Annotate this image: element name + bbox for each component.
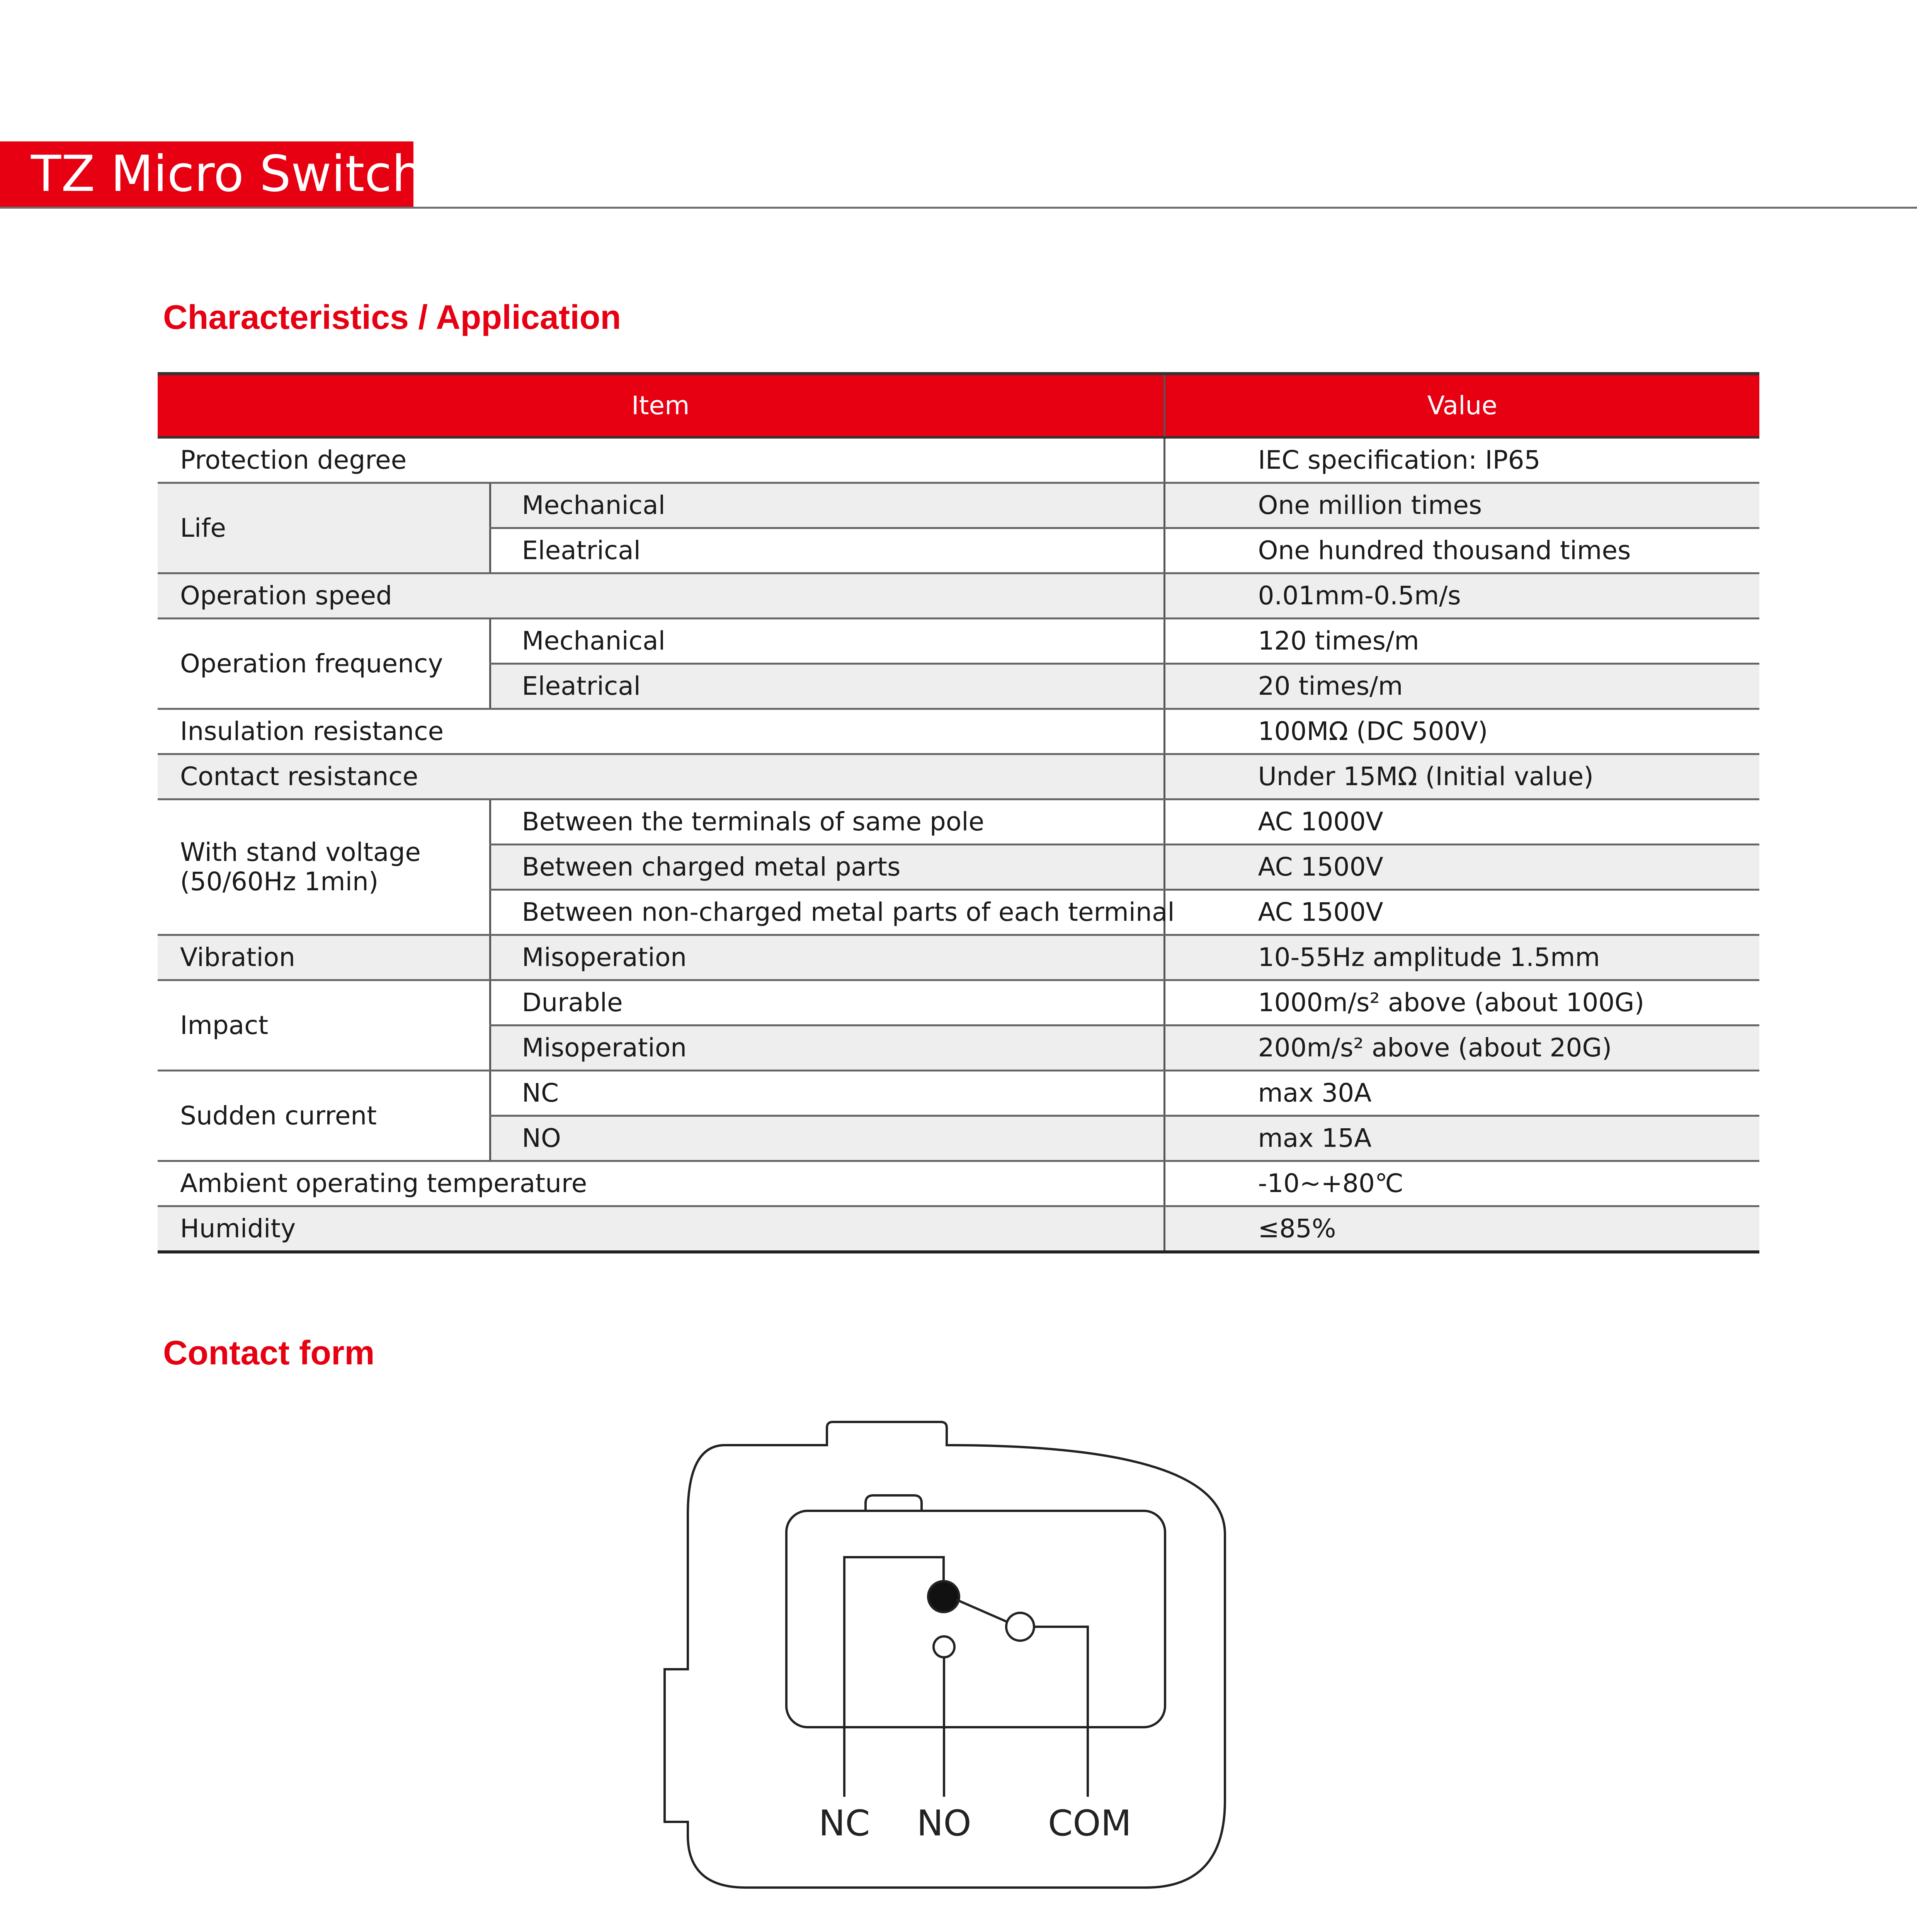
- row-value: 0.01mm-0.5m/s: [1164, 573, 1759, 619]
- row-value: ≤85%: [1164, 1206, 1759, 1252]
- row-label: Sudden current: [158, 1071, 490, 1161]
- com-wire: [1034, 1627, 1088, 1797]
- row-sub-label: NO: [490, 1116, 1164, 1161]
- row-label: Insulation resistance: [158, 709, 1164, 754]
- table-header-row: [158, 374, 1759, 437]
- row-label-line: (50/60Hz 1min): [180, 867, 379, 896]
- row-value: 1000m/s² above (about 100G): [1164, 980, 1759, 1026]
- table-row: [158, 799, 1759, 845]
- header-value: Value: [1164, 374, 1759, 437]
- page-title: TZ Micro Switch: [31, 145, 423, 203]
- section-title-contact-form: Contact form: [163, 1333, 375, 1372]
- row-value: max 30A: [1164, 1071, 1759, 1116]
- row-label: Life: [158, 483, 490, 573]
- row-sub-label: Mechanical: [490, 619, 1164, 664]
- row-sub-label: Mechanical: [490, 483, 1164, 528]
- row-label: Humidity: [158, 1206, 1164, 1252]
- row-sub-label: Misoperation: [490, 1026, 1164, 1071]
- no-contact-dot: [934, 1636, 954, 1657]
- table-row: [158, 1161, 1759, 1206]
- nc-label: NC: [818, 1803, 870, 1844]
- row-value: 100MΩ (DC 500V): [1164, 709, 1759, 754]
- row-label: Protection degree: [158, 437, 1164, 483]
- com-contact-pivot: [1006, 1613, 1034, 1641]
- row-sub-label: Durable: [490, 980, 1164, 1026]
- table-row: [158, 573, 1759, 619]
- row-label: Impact: [158, 980, 490, 1071]
- header-rule: [0, 207, 1917, 209]
- row-label: Vibration: [158, 935, 490, 980]
- spec-table: [158, 372, 1759, 1253]
- row-label-multiline: [158, 799, 490, 935]
- row-label: Contact resistance: [158, 754, 1164, 799]
- nc-contact-dot: [928, 1581, 959, 1612]
- row-value: One million times: [1164, 483, 1759, 528]
- row-sub-label: Between the terminals of same pole: [490, 799, 1164, 845]
- row-value: AC 1500V: [1164, 890, 1759, 935]
- plunger-outline: [866, 1495, 922, 1511]
- row-value: One hundred thousand times: [1164, 528, 1759, 573]
- no-label: NO: [917, 1803, 971, 1844]
- row-label-line: With stand voltage: [180, 837, 421, 867]
- row-value: Under 15MΩ (Initial value): [1164, 754, 1759, 799]
- row-sub-label: Eleatrical: [490, 528, 1164, 573]
- row-label: Ambient operating temperature: [158, 1161, 1164, 1206]
- section-title-characteristics: Characteristics / Application: [163, 298, 621, 336]
- row-sub-label: Between charged metal parts: [490, 845, 1164, 890]
- table-row: [158, 935, 1759, 980]
- table-row: [158, 709, 1759, 754]
- row-value: AC 1500V: [1164, 845, 1759, 890]
- row-label: Operation speed: [158, 573, 1164, 619]
- com-label: COM: [1048, 1803, 1132, 1844]
- table-row: [158, 1206, 1759, 1252]
- table-row: [158, 437, 1759, 483]
- row-value: IEC specification: IP65: [1164, 437, 1759, 483]
- row-sub-label: NC: [490, 1071, 1164, 1116]
- header-item: Item: [158, 374, 1164, 437]
- contact-form-diagram: [657, 1399, 1237, 1901]
- row-value: max 15A: [1164, 1116, 1759, 1161]
- row-sub-label: Between non-charged metal parts of each terminal: [490, 890, 1164, 935]
- table-row: [158, 754, 1759, 799]
- row-value: 200m/s² above (about 20G): [1164, 1026, 1759, 1071]
- row-sub-label: Eleatrical: [490, 664, 1164, 709]
- table-row: [158, 980, 1759, 1026]
- row-value: AC 1000V: [1164, 799, 1759, 845]
- row-value: 10-55Hz amplitude 1.5mm: [1164, 935, 1759, 980]
- table-row: [158, 619, 1759, 664]
- row-value: 120 times/m: [1164, 619, 1759, 664]
- moving-contact-lever: [956, 1600, 1008, 1622]
- row-value: 20 times/m: [1164, 664, 1759, 709]
- row-value: -10~+80℃: [1164, 1161, 1759, 1206]
- table-row: [158, 1071, 1759, 1116]
- row-sub-label: Misoperation: [490, 935, 1164, 980]
- table-row: [158, 483, 1759, 528]
- row-label: Operation frequency: [158, 619, 490, 709]
